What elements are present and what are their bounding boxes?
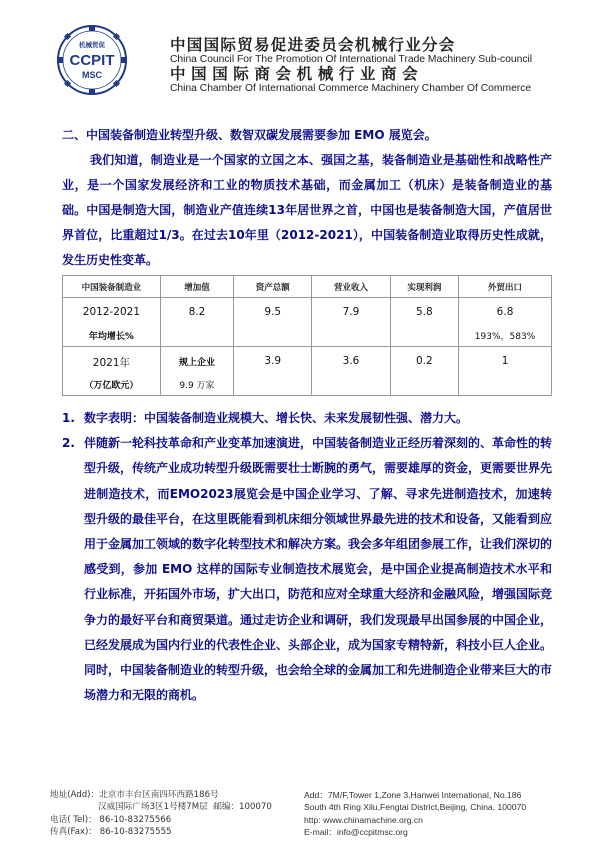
org-name-cn-2: 中国国际商会机械行业商会 <box>170 65 424 83</box>
table-row <box>63 347 552 396</box>
table-cell <box>63 298 161 347</box>
organization-names <box>170 36 570 94</box>
table-header-cell: 增加值 <box>160 276 233 298</box>
cell-note: 9.9 万家 <box>179 381 215 391</box>
cell-value: 9.5 <box>264 306 282 318</box>
row-label-bottom: 年均增长% <box>88 332 134 342</box>
cell-value: 3.9 <box>264 355 282 367</box>
table-header-cell: 中国装备制造业 <box>63 276 161 298</box>
cell-value: 0.2 <box>415 355 433 367</box>
table-cell <box>459 298 552 347</box>
address-en-line1: Add：7M/F,Tower 1,Zone 3,Hanwei International, No.186 <box>304 790 522 800</box>
findings-list <box>62 406 552 708</box>
address-cn-line1: 北京市丰台区南四环西路186号 <box>99 790 219 800</box>
list-item <box>62 431 552 708</box>
row-label-top: 2012-2021 <box>82 306 141 318</box>
address-en-line2: South 4th Ring Xilu,Fengtai District,Beijing, China. 100070 <box>304 802 527 813</box>
list-item-text: 数字表明：中国装备制造业规模大、增长快、未来发展韧性强、潜力大。 <box>84 411 469 425</box>
address-cn-line2: 汉威国际广场3区1号楼7M层 <box>98 802 208 813</box>
table-header-cell: 营业收入 <box>312 276 390 298</box>
cell-value: 5.8 <box>415 306 433 318</box>
list-item <box>62 406 552 431</box>
table-cell <box>234 347 312 396</box>
table-header-cell: 资产总额 <box>234 276 312 298</box>
list-item-text: 伴随新一轮科技革命和产业变革加速演进，中国装备制造业正经历着深刻的、革命性的转型升级，传统产业成功转型升级既需要壮士断腕的勇气，需要雄厚的资金，更需要世界先进制造技术，而EMO2023展览会是中国企业学习、了解、寻求先进制造技术，加速转型升级的最佳平台，在这里既能看到机床细分领域世界最先进的技术和设备，又能看到应用于金属加工领域的数字化转型技术和解决方案。我会多年组团参展工作，让我们深切的感受到，参加 EMO 这样的国际专业制造技术展览会，是中国企业提高制造技术水平和行业标准，开拓国外市场，扩大出口，防范和应对全球重大经济和金融风险，增强国际竞争力的最好平台和商贸渠道。通过走访企业和调研，我们发现最早出国参展的中国企业，已经发展成为国内行业的代表性企业、头部企业，成为国家专精特新，科技小巨人企业。同时，中国装备制造业的转型升级，也会给全球的金属加工和先进制造企业带来巨大的市场潜力和无限的商机。 <box>84 436 553 703</box>
fax-row: 传真(Fax)： 86-10-83275555 <box>50 827 172 838</box>
cell-value: 7.9 <box>342 306 360 318</box>
logo-text-main: CCPIT <box>69 52 115 69</box>
table-cell <box>459 347 552 396</box>
org-name-en-2: China Chamber Of International Commerce Machinery Chamber Of Commerce <box>170 83 532 94</box>
address-cn-row <box>50 789 310 801</box>
table-header-row <box>63 276 552 298</box>
postcode-cn: 邮编：100070 <box>213 802 272 813</box>
org-name-cn-1: 中国国际贸易促进委员会机械行业分会 <box>170 36 456 54</box>
table-cell <box>63 347 161 396</box>
cell-note: 193%，583% <box>474 332 536 342</box>
logo-text-sub: MSC <box>82 70 102 80</box>
list-item-number: 2. <box>62 436 75 451</box>
table-header-cell: 外贸出口 <box>459 276 552 298</box>
row-label-bottom: （万亿欧元） <box>84 381 139 391</box>
tel-row: 电话( Tel)： 86-10-83275566 <box>50 814 172 825</box>
website-link[interactable]: http: www.chinamachine.org.cn <box>304 814 423 825</box>
row-label-top: 2021年 <box>92 357 131 369</box>
section-title: 二、中国装备制造业转型升级、数智双碳发展需要参加 EMO 展览会。 <box>62 128 437 142</box>
ccpit-msc-logo <box>52 22 132 102</box>
table-cell <box>312 347 390 396</box>
table-cell <box>234 298 312 347</box>
cell-value: 8.2 <box>188 306 206 318</box>
cell-value: 6.8 <box>496 306 514 318</box>
section-body <box>62 124 552 273</box>
letterhead <box>52 22 562 100</box>
list-item-number: 1. <box>62 411 75 425</box>
table-cell <box>312 298 390 347</box>
table-cell <box>390 347 458 396</box>
address-cn-row2 <box>50 801 310 813</box>
footer-cn <box>50 789 310 839</box>
table-cell <box>160 347 233 396</box>
cell-value: 规上企业 <box>178 358 215 368</box>
logo-emblem-icon <box>52 22 132 102</box>
address-label: 地址(Add)： <box>50 790 100 800</box>
table-cell <box>160 298 233 347</box>
footer-en <box>304 789 584 839</box>
cell-value: 1 <box>501 355 509 367</box>
intro-paragraph: 我们知道，制造业是一个国家的立国之本、强国之基，装备制造业是基础性和战略性产业，是一个国家发展经济和工业的物质技术基础，而金属加工（机床）是装备制造业的基础。中国是制造大国，制造业产值连续13年居世界之首，中国也是装备制造大国，产值居世界首位，比重超过1/3。在过去10年里（2012-2021），中国装备制造业取得历史性成就，发生历史性变革。 <box>62 153 552 267</box>
statistics-table <box>62 275 552 396</box>
logo-text-top: 机械贸促 <box>79 41 105 49</box>
table-cell <box>390 298 458 347</box>
email-link[interactable]: E-mail：info@ccpitmsc.org <box>304 827 408 838</box>
org-name-en-1: China Council For The Promotion Of International Trade Machinery Sub-council <box>170 54 533 65</box>
cell-value: 3.6 <box>342 355 360 367</box>
table-row <box>63 298 552 347</box>
table-header-cell: 实现利润 <box>390 276 458 298</box>
